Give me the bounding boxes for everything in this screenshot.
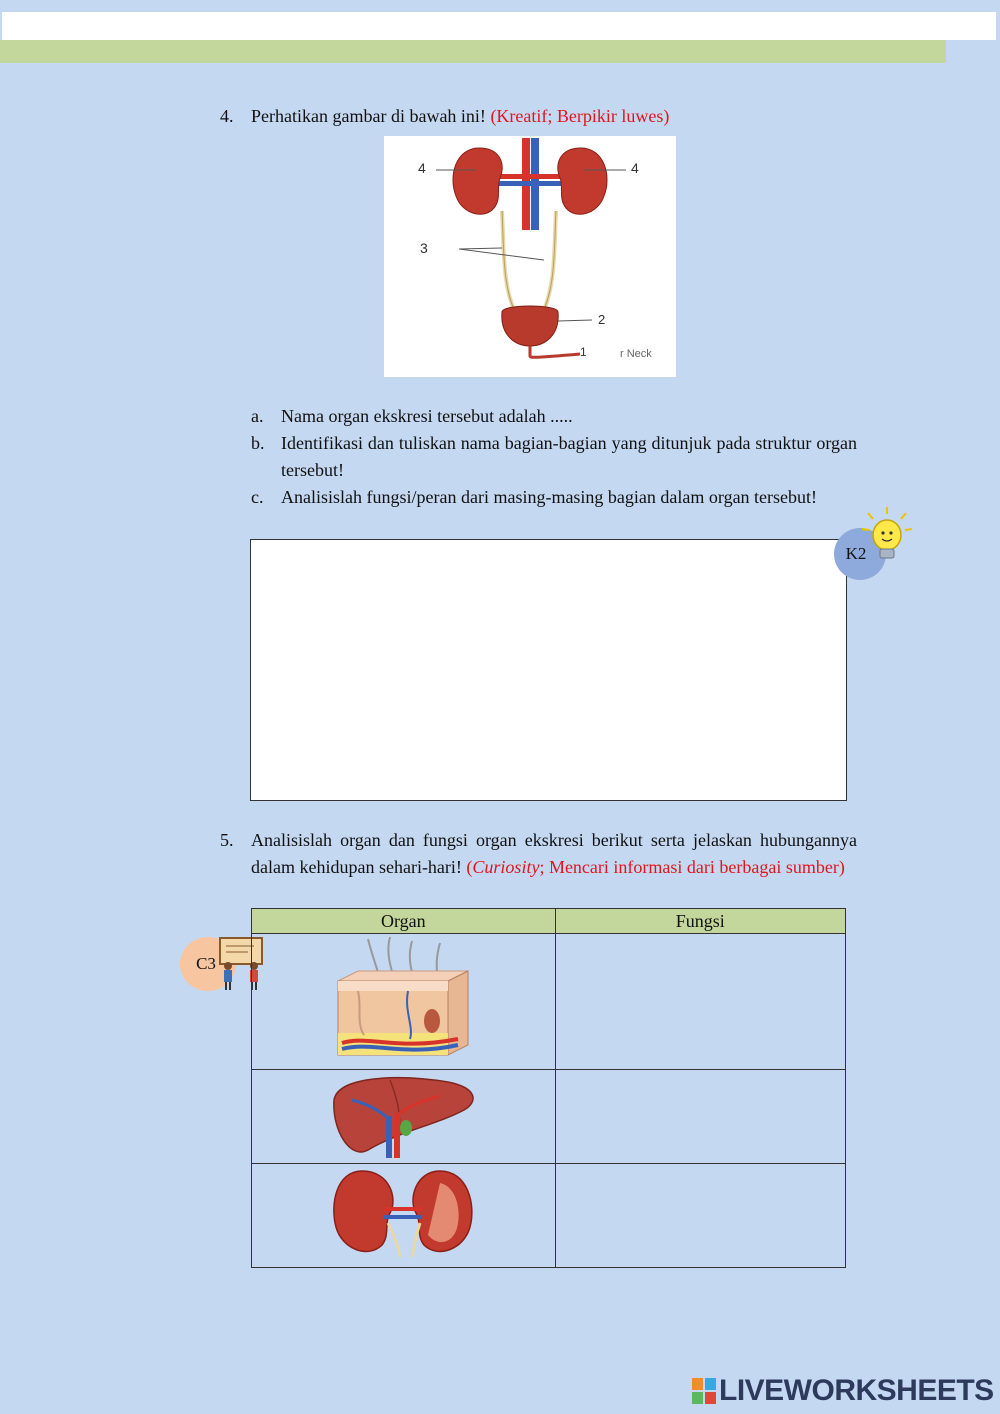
question-5-text: Analisislah organ dan fungsi organ ekskresi berikut serta jelaskan hubungannya dalam kehidupan sehari-hari! [251, 830, 857, 877]
question-4-tag: (Kreatif; Berpikir luwes) [490, 106, 670, 126]
skin-icon [328, 935, 478, 1063]
question-5-tag [466, 857, 844, 877]
q4-answer-field[interactable] [250, 539, 847, 801]
fungsi-input-liver[interactable] [556, 1070, 849, 1158]
diagram-label-4-left: 4 [418, 160, 426, 176]
question-5-tag-rest: ; Mencari informasi dari berbagai sumber) [539, 857, 845, 877]
footer-brand [692, 1374, 994, 1408]
fungsi-cell-skin[interactable] [555, 934, 845, 1070]
table-row [252, 934, 846, 1070]
fungsi-input-skin[interactable] [556, 934, 849, 1064]
liver-icon [328, 1070, 478, 1158]
fungsi-cell-liver[interactable] [555, 1070, 845, 1164]
table-row [252, 1070, 846, 1164]
liveworksheets-logo-icon [692, 1378, 716, 1404]
c3-badge-label: C3 [196, 954, 216, 973]
question-4-prompt [251, 103, 857, 130]
diagram-label-2: 2 [598, 312, 606, 327]
fungsi-input-kidney[interactable] [556, 1164, 849, 1262]
kidney-icon [328, 1165, 478, 1261]
question-5-tag-italic: Curiosity [472, 857, 540, 877]
diagram-label-4-right: 4 [631, 160, 639, 176]
header-bar-white [2, 12, 996, 40]
question-5-number: 5. [220, 830, 234, 850]
fungsi-cell-kidney[interactable] [555, 1164, 845, 1268]
diagram-caption-fragment: r Neck [620, 348, 652, 360]
k2-badge-label: K2 [845, 544, 867, 563]
urinary-system-diagram [384, 136, 676, 377]
brand-name: LIVEWORKSHEETS [719, 1374, 994, 1407]
question-4-text: Perhatikan gambar di bawah ini! [251, 106, 486, 126]
organ-cell-kidney [252, 1164, 556, 1268]
question-5-prompt [251, 827, 857, 881]
table-header-fungsi: Fungsi [555, 909, 845, 934]
question-4-number: 4. [220, 106, 234, 126]
organ-cell-liver [252, 1070, 556, 1164]
table-header-row [252, 909, 846, 934]
organ-function-table [251, 908, 846, 1268]
q4-item-c-letter: c. [251, 487, 264, 507]
organ-cell-skin [252, 934, 556, 1070]
header-bar-green [0, 40, 946, 63]
diagram-label-3: 3 [420, 240, 428, 256]
q4-item-a-text: Nama organ ekskresi tersebut adalah ..... [281, 406, 573, 426]
diagram-label-1: 1 [580, 345, 587, 359]
q4-item-b-letter: b. [251, 433, 265, 453]
table-row [252, 1164, 846, 1268]
table-header-organ: Organ [252, 909, 556, 934]
question-5-tag-open: ( [466, 857, 473, 877]
lightbulb-icon [858, 505, 916, 569]
q4-item-c-text: Analisislah fungsi/peran dari masing-masing bagian dalam organ tersebut! [281, 487, 818, 507]
q4-item-b-text: Identifikasi dan tuliskan nama bagian-bagian yang ditunjuk pada struktur organ tersebut! [281, 433, 857, 480]
q4-item-a-letter: a. [251, 406, 264, 426]
